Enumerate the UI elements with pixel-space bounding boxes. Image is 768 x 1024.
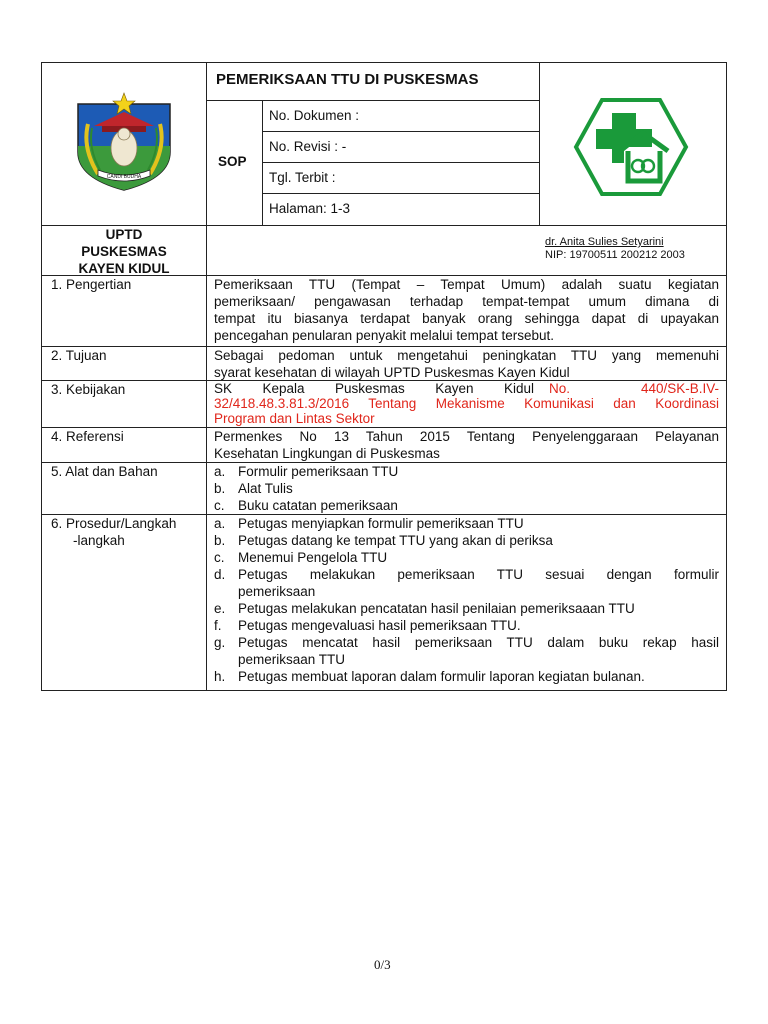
signer-name: dr. Anita Sulies Setyarini xyxy=(545,236,664,248)
list-text: Petugas datang ke tempat TTU yang akan di periksa xyxy=(238,533,553,548)
regency-logo xyxy=(72,90,176,194)
list-marker: a. xyxy=(214,464,226,479)
paragraph-line: syarat kesehatan di wilayah UPTD Puskesmas Kayen Kidul xyxy=(214,365,570,380)
list-marker: e. xyxy=(214,601,226,616)
org-line-3: KAYEN KIDUL xyxy=(78,261,170,276)
org-line-2: PUSKESMAS xyxy=(81,244,167,259)
list-item xyxy=(214,566,719,600)
list-text: Petugas membuat laporan dalam formulir laporan kegiatan bulanan. xyxy=(238,669,645,684)
section-alat-list xyxy=(214,463,719,514)
list-marker: b. xyxy=(214,533,226,548)
list-item xyxy=(214,668,719,685)
halaman-field: Halaman: 1-3 xyxy=(269,201,351,216)
list-item xyxy=(214,600,719,617)
kebijakan-word: 440/SK-B.IV- xyxy=(640,381,719,396)
paragraph-line: pencegahan penularan penyakit melalui tempat tersebut. xyxy=(214,328,554,343)
list-marker: h. xyxy=(214,669,226,684)
kebijakan-word: Kidul xyxy=(503,381,534,396)
section-alat-label: 5. Alat dan Bahan xyxy=(51,464,158,479)
list-item xyxy=(214,617,719,634)
section-kebijakan-content xyxy=(214,381,719,426)
list-text: Petugas melakukan pencatatan hasil penilaian pemeriksaaan TTU xyxy=(238,601,635,616)
document-title: PEMERIKSAAN TTU DI PUSKESMAS xyxy=(216,71,479,88)
list-text: Buku catatan pemeriksaan xyxy=(238,498,398,513)
list-marker: c. xyxy=(214,498,225,513)
list-text: Petugas mencatat hasil pemeriksaan TTU dalam buku rekap hasil xyxy=(238,635,719,650)
list-marker: a. xyxy=(214,516,226,531)
kebijakan-word: SK xyxy=(214,381,233,396)
tgl-terbit-field: Tgl. Terbit : xyxy=(269,170,336,185)
paragraph-line: Kesehatan Lingkungan di Puskesmas xyxy=(214,446,440,461)
paragraph-line: Sebagai pedoman untuk mengetahui peningkatan TTU yang memenuhi xyxy=(214,348,719,363)
svg-text:CANDI BUDHA: CANDI BUDHA xyxy=(106,174,142,180)
list-text: Alat Tulis xyxy=(238,481,293,496)
section-tujuan-content xyxy=(214,347,719,381)
list-text: Petugas menyiapkan formulir pemeriksaan TTU xyxy=(238,516,524,531)
section-pengertian-content xyxy=(214,276,719,344)
section-referensi-content xyxy=(214,428,719,462)
section-tujuan-label: 2. Tujuan xyxy=(51,348,107,363)
list-item xyxy=(214,549,719,566)
list-text-cont: pemeriksaan xyxy=(238,584,316,599)
paragraph-line: Permenkes No 13 Tahun 2015 Tentang Penyelenggaraan Pelayanan xyxy=(214,429,719,444)
list-item xyxy=(214,532,719,549)
signer-nip: NIP: 19700511 200212 2003 xyxy=(545,249,685,261)
list-item xyxy=(214,480,719,497)
page-number: 0/3 xyxy=(374,957,391,972)
section-kebijakan-label: 3. Kebijakan xyxy=(51,382,126,397)
kebijakan-word: No. xyxy=(549,381,571,396)
list-text: Petugas mengevaluasi hasil pemeriksaan TTU. xyxy=(238,618,521,633)
section-prosedur-list xyxy=(214,515,719,685)
list-item xyxy=(214,463,719,480)
no-revisi-field: No. Revisi : - xyxy=(269,139,347,154)
list-text: Petugas melakukan pemeriksaan TTU sesuai dengan formulir xyxy=(238,567,719,582)
list-marker: g. xyxy=(214,635,226,650)
list-marker: c. xyxy=(214,550,225,565)
no-dokumen-field: No. Dokumen : xyxy=(269,108,360,123)
section-referensi-label: 4. Referensi xyxy=(51,429,124,444)
kebijakan-line-2: 32/418.48.3.81.3/2016 Tentang Mekanisme Komunikasi dan Koordinasi xyxy=(214,396,719,411)
list-text-cont: pemeriksaan TTU xyxy=(238,652,346,667)
puskesmas-logo xyxy=(572,97,690,197)
paragraph-line: Pemeriksaan TTU (Tempat – Tempat Umum) adalah suatu kegiatan xyxy=(214,277,719,292)
paragraph-line: tempat itu biasanya terdapat banyak orang sehingga dapat di upayakan xyxy=(214,311,719,326)
kebijakan-line-3: Program dan Lintas Sektor xyxy=(214,411,375,426)
section-prosedur-label: 6. Prosedur/Langkah xyxy=(51,516,177,531)
organization-name xyxy=(42,226,206,277)
section-prosedur-label-cont: -langkah xyxy=(73,533,125,548)
kebijakan-word: Puskesmas xyxy=(334,381,405,396)
list-item xyxy=(214,515,719,532)
list-marker: f. xyxy=(214,618,222,633)
kebijakan-sk-text xyxy=(214,381,534,396)
sop-label: SOP xyxy=(218,154,247,169)
org-line-1: UPTD xyxy=(105,227,143,242)
kebijakan-sk-number xyxy=(549,381,719,396)
section-pengertian-label: 1. Pengertian xyxy=(51,277,132,292)
list-item xyxy=(214,634,719,668)
list-text: Formulir pemeriksaan TTU xyxy=(238,464,399,479)
list-text-block xyxy=(238,634,719,668)
kebijakan-word: Kayen xyxy=(435,381,474,396)
list-marker: d. xyxy=(214,567,226,582)
list-text: Menemui Pengelola TTU xyxy=(238,550,388,565)
list-item xyxy=(214,497,719,514)
kebijakan-word: Kepala xyxy=(262,381,305,396)
list-marker: b. xyxy=(214,481,226,496)
paragraph-line: pemeriksaan/ pengawasan terhadap tempat-tempat umum dimana di xyxy=(214,294,719,309)
list-text-block xyxy=(238,566,719,600)
